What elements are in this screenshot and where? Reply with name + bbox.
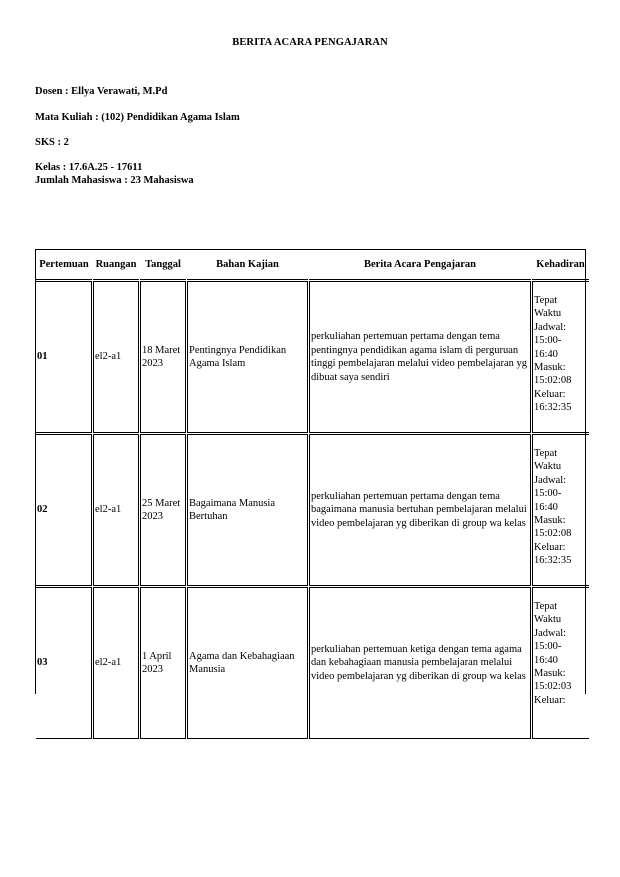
kehadiran-line: 16:40 — [534, 348, 558, 360]
table-row — [36, 281, 589, 433]
kehadiran-line: 15:00- — [534, 335, 562, 347]
document-title: BERITA ACARA PENGAJARAN — [232, 37, 388, 48]
kehadiran-line: 15:00- — [534, 488, 562, 500]
table-header-row — [36, 250, 589, 280]
berita-acara-table — [35, 249, 586, 706]
kehadiran-line: Waktu — [534, 308, 562, 320]
cell-bahan-kajian: Bagaimana Manusia Bertuhan — [187, 434, 308, 586]
dosen-line: Dosen : Ellya Verawati, M.Pd — [35, 86, 168, 97]
sks-line: SKS : 2 — [35, 137, 69, 148]
cell-berita-acara: perkuliahan pertemuan pertama dengan tema bagaimana manusia bertuhan pembelajaran melalui video pembelajaran yg diberikan di group wa kelas — [309, 434, 531, 586]
kehadiran-line: 16:32:35 — [534, 402, 572, 414]
kehadiran-line: 16:40 — [534, 501, 558, 513]
header-ruangan: Ruangan — [93, 250, 139, 280]
cell-kehadiran — [532, 587, 589, 739]
kehadiran-line: Masuk: — [534, 362, 566, 374]
kehadiran-line: Tepat — [534, 448, 558, 459]
cell-kehadiran — [532, 434, 589, 586]
header-tanggal: Tanggal — [140, 250, 186, 280]
kehadiran-line: 16:40 — [534, 654, 558, 666]
kehadiran-line: Waktu — [534, 461, 562, 473]
cell-tanggal: 18 Maret 2023 — [140, 281, 186, 433]
kehadiran-line: Waktu — [534, 614, 562, 626]
cell-pertemuan: 02 — [36, 434, 92, 586]
cell-tanggal: 25 Maret 2023 — [140, 434, 186, 586]
table-row — [36, 434, 589, 586]
kehadiran-line: Masuk: — [534, 515, 566, 527]
cell-berita-acara: perkuliahan pertemuan ketiga dengan tema agama dan kebahagiaan manusia pembelajaran melalui video pembelajaran yg diberikan di group wa kelas — [309, 587, 531, 739]
kehadiran-line: 15:02:03 — [534, 681, 572, 693]
kehadiran-line: Masuk: — [534, 668, 566, 680]
kehadiran-line: Jadwal: — [534, 321, 567, 333]
kehadiran-line: Keluar: — [534, 694, 566, 706]
kehadiran-line: Tepat — [534, 601, 558, 612]
cell-kehadiran — [532, 281, 589, 433]
mata-kuliah-line: Mata Kuliah : (102) Pendidikan Agama Islam — [35, 112, 240, 123]
kehadiran-line: 16:32:35 — [534, 555, 572, 567]
cell-ruangan: el2-a1 — [93, 281, 139, 433]
kehadiran-line: 15:00- — [534, 641, 562, 653]
header-bahan-kajian: Bahan Kajian — [187, 250, 308, 280]
kehadiran-line: Keluar: — [534, 388, 566, 400]
kehadiran-line: Jadwal: — [534, 627, 567, 639]
cell-pertemuan: 01 — [36, 281, 92, 433]
table-row — [36, 587, 589, 739]
header-pertemuan: Pertemuan — [36, 250, 92, 280]
cell-ruangan: el2-a1 — [93, 587, 139, 739]
cell-ruangan: el2-a1 — [93, 434, 139, 586]
cell-bahan-kajian: Agama dan Kebahagiaan Manusia — [187, 587, 308, 739]
kelas-line: Kelas : 17.6A.25 - 17611 — [35, 162, 143, 173]
cell-tanggal: 1 April 2023 — [140, 587, 186, 739]
kehadiran-line: Jadwal: — [534, 474, 567, 486]
header-kehadiran: Kehadiran — [532, 250, 589, 280]
kehadiran-line: Tepat — [534, 295, 558, 306]
cell-pertemuan: 03 — [36, 587, 92, 739]
header-berita-acara: Berita Acara Pengajaran — [309, 250, 531, 280]
kehadiran-line: 15:02:08 — [534, 375, 572, 387]
cell-berita-acara: perkuliahan pertemuan pertama dengan tema pentingnya pendidikan agama islam di perguruan tinggi pembelajaran melalui video pembelajaran yg dibuat saya sendiri — [309, 281, 531, 433]
cell-bahan-kajian: Pentingnya Pendidikan Agama Islam — [187, 281, 308, 433]
kehadiran-line: 15:02:08 — [534, 528, 572, 540]
kehadiran-line: Keluar: — [534, 541, 566, 553]
jumlah-mahasiswa-line: Jumlah Mahasiswa : 23 Mahasiswa — [35, 175, 194, 186]
